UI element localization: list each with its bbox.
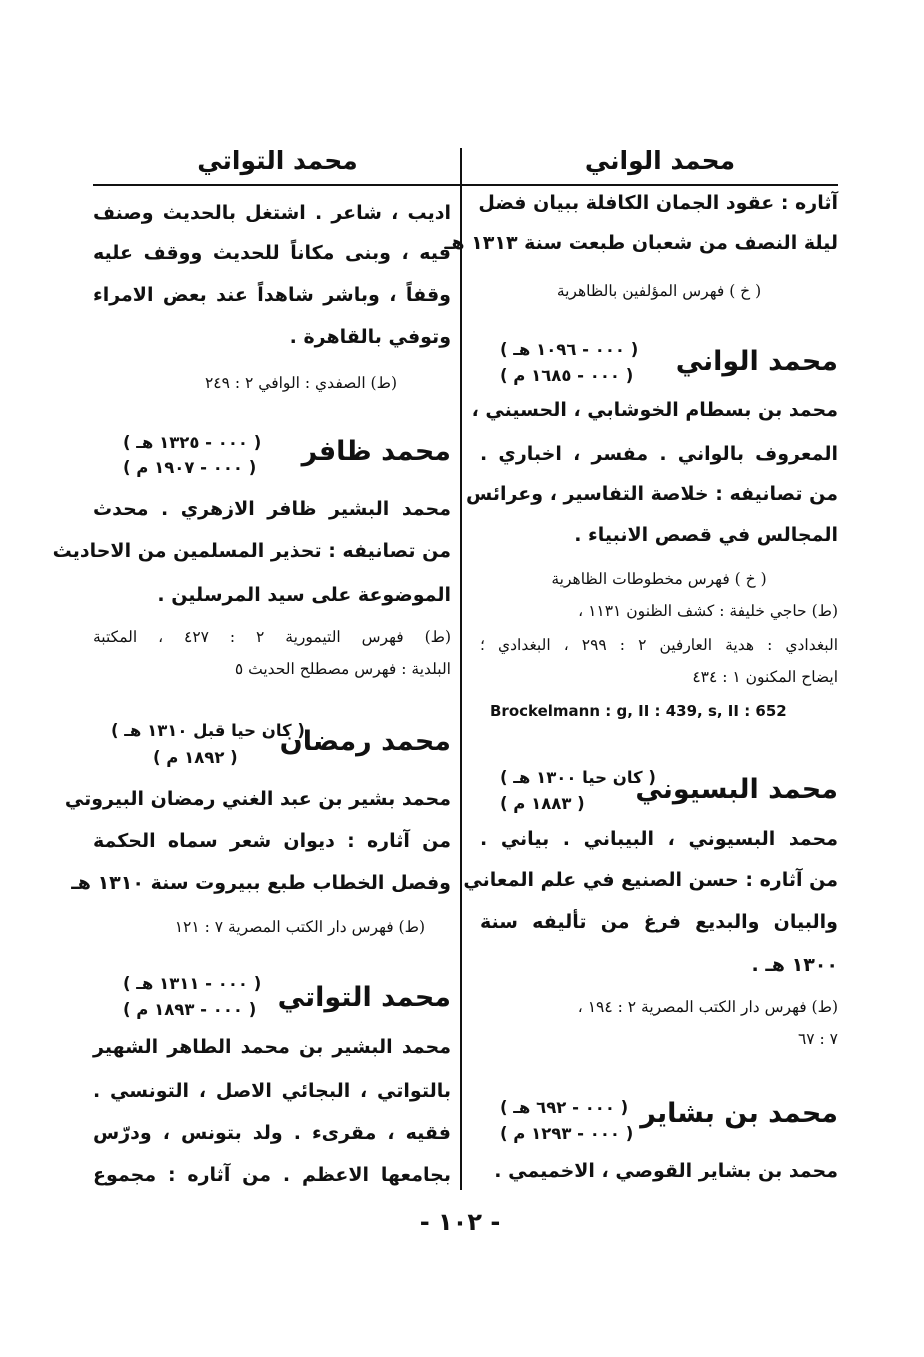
source-ref: ايضاح المكنون ١ : ٤٣٤ [692,668,838,686]
text-line: آثاره : عقود الجمان الكافلة ببيان فضل [478,192,838,214]
entry-dates-gregorian: ( ١٨٩٢ م ) [153,748,238,767]
source-ref: ( خ ) فهرس المؤلفين بالظاهرية [556,282,762,300]
text-line: محمد البشير ظافر الازهري . محدث [93,498,451,520]
source-ref: (ط) حاجي خليفة : كشف الظنون ١١٣١ ، [578,602,838,620]
entry-dates-gregorian: ( ٠٠٠ - ١٦٨٥ م ) [500,366,634,385]
source-ref: البغدادي : هدية العارفين ٢ : ٢٩٩ ، البغدادي ؛ [480,636,839,654]
entry-dates-hijri: ( ٠٠٠ - ١٣٢٥ هـ ) [123,433,262,452]
text-line: بجامعها الاعظم . من آثاره : مجموع [93,1164,451,1186]
entry-name: محمد البسيوني [635,774,838,805]
text-line: بالتواتي ، البجائي الاصل ، التونسي . [93,1080,451,1102]
text-line: ١٣٠٠ هـ . [751,954,838,976]
source-ref: (ط) فهرس التيمورية ٢ : ٤٢٧ ، المكتبة [93,628,451,646]
text-line: محمد البشير بن محمد الطاهر الشهير [93,1036,451,1058]
entry-name: محمد بن بشاير [640,1098,838,1129]
entry-dates-hijri: ( ٠٠٠ - ١٣١١ هـ ) [123,974,262,993]
text-line: المجالس في قصص الانبياء . [574,524,838,546]
text-line: وتوفي بالقاهرة . [289,326,451,348]
text-line: محمد بن بسطام الخوشابي ، الحسيني ، [471,399,838,421]
entry-name: محمد ظافر [301,436,451,467]
text-line: من آثاره : ديوان شعر سماه الحكمة [93,830,451,852]
right-column [444,186,839,1196]
text-line: والبيان والبديع فرغ من تأليفه سنة [480,911,838,933]
entry-dates-gregorian: ( ٠٠٠ - ١٩٠٧ م ) [123,458,257,477]
entry-name: محمد رمضان [279,726,451,757]
entry-dates-gregorian: ( ٠٠٠ - ١٢٩٣ م ) [500,1124,634,1143]
source-ref: (ط) الصفدي : الوافي ٢ : ٢٤٩ [204,374,397,392]
text-line: محمد البسيوني ، البيباني . بياني . [480,828,838,850]
left-column [52,186,451,1196]
entry-dates-hijri: ( كان حيا ١٣٠٠ هـ ) [500,768,656,787]
text-line: وفصل الخطاب طبع ببيروت سنة ١٣١٠ هـ [71,872,451,894]
text-line: من تصانيفه : تحذير المسلمين من الاحاديث [52,540,451,562]
entry-dates-hijri: ( كان حيا قبل ١٣١٠ هـ ) [111,721,305,740]
entry-dates-hijri: ( ٠٠٠ - ٦٩٢ هـ ) [500,1098,629,1117]
entry-name: محمد الواني [675,346,838,377]
right-column-header: محمد الواني [584,146,736,175]
entry-name: محمد التواتي [277,982,451,1013]
text-line: اديب ، شاعر . اشتغل بالحديث وصنف [93,202,451,224]
text-line: فيه ، وبنى مكاناً للحديث ووقف عليه [93,242,451,264]
entry-dates-hijri: ( ٠٠٠ - ١٠٩٦ هـ ) [500,340,639,359]
text-line: الموضوعة على سيد المرسلين . [157,584,451,606]
page-number: - ١٠٢ - [419,1208,501,1236]
entry-dates-gregorian: ( ١٨٨٣ م ) [500,794,585,813]
column-divider [460,148,462,1190]
text-line: من آثاره : حسن الصنيع في علم المعاني [463,869,838,891]
text-line: وقفاً ، وباشر شاهداً عند بعض الامراء [93,284,451,306]
brockelmann-ref: Brockelmann : g, II : 439, s, II : 652 [490,702,787,720]
text-line: ليلة النصف من شعبان طبعت سنة ١٣١٣ هـ [444,232,838,254]
source-ref: ( خ ) فهرس مخطوطات الظاهرية [551,570,767,588]
text-line: فقيه ، مقرىء . ولد بتونس ، ودرّس [93,1122,451,1144]
source-ref: البلدية : فهرس مصطلح الحديث ٥ [234,660,451,678]
text-line: من تصانيفه : خلاصة التفاسير ، وعرائس [465,483,838,505]
source-ref: ٧ : ٦٧ [797,1030,838,1048]
entry-dates-gregorian: ( ٠٠٠ - ١٨٩٣ م ) [123,1000,257,1019]
source-ref: (ط) فهرس دار الكتب المصرية ٢ : ١٩٤ ، [577,998,838,1016]
left-column-header: محمد التواتي [197,146,358,175]
text-line: محمد بشير بن عبد الغني رمضان البيروتي [64,788,451,810]
source-ref: (ط) فهرس دار الكتب المصرية ٧ : ١٢١ [174,918,425,936]
text-line: محمد بن بشاير القوصي ، الاخميمي . [494,1160,838,1182]
text-line: المعروف بالواني . مفسر ، اخباري . [480,443,838,465]
